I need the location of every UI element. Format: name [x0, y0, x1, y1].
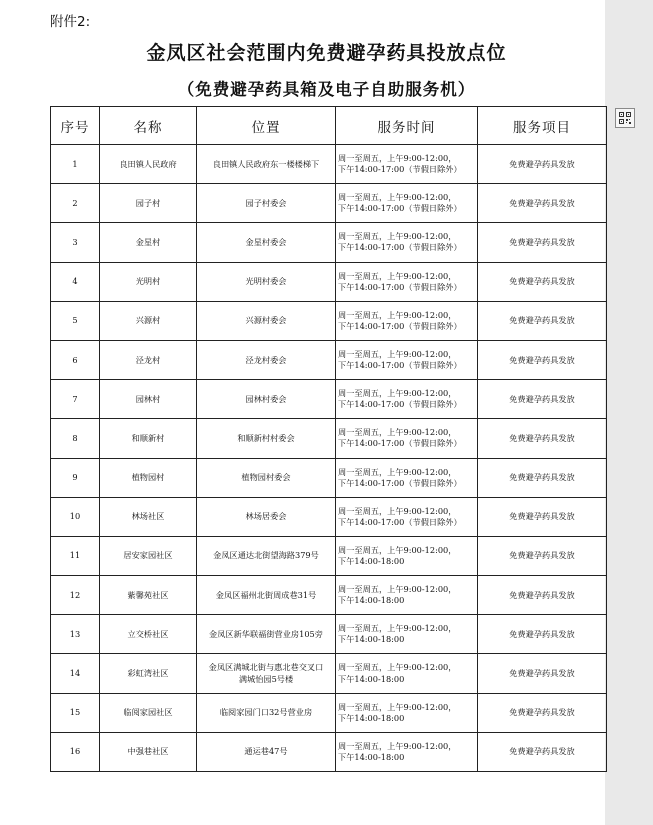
cell-location [197, 145, 336, 184]
location-line-1: 林场居委会 [245, 511, 287, 522]
cell-name: 泾龙村 [100, 340, 197, 379]
location-line-1: 金凤区新华联福街营业房105旁 [209, 628, 323, 639]
location-line-1: 光明村委会 [245, 276, 287, 287]
service-time-line-2: 下午14:00-18:00 [338, 595, 405, 606]
cell-service-item: 免费避孕药具发放 [478, 732, 607, 771]
attachment-label: 附件2: [50, 14, 91, 30]
table-row [51, 184, 607, 223]
cell-no: 13 [51, 615, 100, 654]
cell-no: 14 [51, 654, 100, 693]
cell-name: 居安家园社区 [100, 536, 197, 575]
table-row [51, 419, 607, 458]
table-row [51, 654, 607, 693]
service-time-line-2: 下午14:00-17:00（节假日除外） [338, 438, 462, 449]
cell-name: 光明村 [100, 262, 197, 301]
table-row [51, 340, 607, 379]
table-header-row [51, 107, 607, 145]
cell-no: 8 [51, 419, 100, 458]
cell-location [197, 732, 336, 771]
service-time-line-2: 下午14:00-18:00 [338, 712, 405, 723]
cell-service-time [336, 145, 478, 184]
cell-service-time [336, 419, 478, 458]
cell-service-item: 免费避孕药具发放 [478, 184, 607, 223]
cell-location [197, 615, 336, 654]
cell-service-item: 免费避孕药具发放 [478, 340, 607, 379]
cell-service-item: 免费避孕药具发放 [478, 301, 607, 340]
service-time-line-2: 下午14:00-17:00（节假日除外） [338, 242, 462, 253]
cell-service-item: 免费避孕药具发放 [478, 615, 607, 654]
cell-location [197, 380, 336, 419]
service-time-line-2: 下午14:00-17:00（节假日除外） [338, 164, 462, 175]
cell-service-time [336, 732, 478, 771]
cell-no: 12 [51, 576, 100, 615]
document-title: 金凤区社会范围内免费避孕药具投放点位 [146, 42, 507, 64]
cell-service-item: 免费避孕药具发放 [478, 223, 607, 262]
cell-service-time [336, 576, 478, 615]
table-row [51, 615, 607, 654]
cell-location [197, 497, 336, 536]
cell-name: 园林村 [100, 380, 197, 419]
cell-name: 园子村 [100, 184, 197, 223]
cell-name: 兴源村 [100, 301, 197, 340]
column-header-location: 位置 [197, 107, 336, 145]
cell-service-time [336, 536, 478, 575]
table-row [51, 693, 607, 732]
cell-no: 4 [51, 262, 100, 301]
cell-service-time [336, 184, 478, 223]
service-time-line-1: 周一至周五，上午9:00-12:00， [338, 231, 457, 242]
location-line-1: 兴源村委会 [245, 315, 287, 326]
cell-service-item: 免费避孕药具发放 [478, 262, 607, 301]
cell-service-item: 免费避孕药具发放 [478, 536, 607, 575]
service-time-line-1: 周一至周五，上午9:00-12:00， [338, 544, 457, 555]
service-time-line-2: 下午14:00-17:00（节假日除外） [338, 477, 462, 488]
cell-name: 良田镇人民政府 [100, 145, 197, 184]
cell-location [197, 340, 336, 379]
location-line-1: 泾龙村委会 [245, 354, 287, 365]
service-time-line-1: 周一至周五，上午9:00-12:00， [338, 505, 457, 516]
service-time-line-1: 周一至周五，上午9:00-12:00， [338, 740, 457, 751]
cell-service-time [336, 654, 478, 693]
location-line-1: 植物园村委会 [241, 472, 291, 483]
cell-service-time [336, 223, 478, 262]
cell-service-item: 免费避孕药具发放 [478, 654, 607, 693]
table-row [51, 732, 607, 771]
table-row [51, 458, 607, 497]
table-row [51, 301, 607, 340]
table-row [51, 380, 607, 419]
cell-name: 立交桥社区 [100, 615, 197, 654]
location-line-1: 和顺新村村委会 [237, 432, 295, 443]
service-time-line-1: 周一至周五，上午9:00-12:00， [338, 388, 457, 399]
service-time-line-2: 下午14:00-18:00 [338, 634, 405, 645]
cell-name: 和顺新村 [100, 419, 197, 458]
cell-location [197, 576, 336, 615]
cell-name: 金星村 [100, 223, 197, 262]
location-line-1: 金凤区满城北街与惠北巷交叉口 [208, 662, 324, 673]
cell-service-item: 免费避孕药具发放 [478, 380, 607, 419]
cell-name: 彩虹湾社区 [100, 654, 197, 693]
cell-service-time [336, 380, 478, 419]
cell-location [197, 536, 336, 575]
qr-code-icon [619, 112, 631, 124]
table-row [51, 262, 607, 301]
cell-location [197, 262, 336, 301]
location-line-1: 园子村委会 [245, 197, 287, 208]
cell-service-time [336, 615, 478, 654]
cell-service-item: 免费避孕药具发放 [478, 497, 607, 536]
location-line-1: 通运巷47号 [244, 746, 288, 757]
location-line-1: 金凤区通达北街望海路379号 [213, 550, 319, 561]
cell-no: 11 [51, 536, 100, 575]
service-time-line-1: 周一至周五，上午9:00-12:00， [338, 309, 457, 320]
location-line-1: 良田镇人民政府东一楼楼梯下 [212, 158, 320, 169]
table-row [51, 536, 607, 575]
service-time-line-1: 周一至周五，上午9:00-12:00， [338, 192, 457, 203]
service-time-line-2: 下午14:00-17:00（节假日除外） [338, 281, 462, 292]
cell-name: 中强巷社区 [100, 732, 197, 771]
cell-no: 7 [51, 380, 100, 419]
distribution-points-table [50, 106, 607, 772]
cell-no: 16 [51, 732, 100, 771]
cell-name: 林场社区 [100, 497, 197, 536]
location-line-1: 临阅家园门口32号营业房 [219, 707, 313, 718]
cell-service-item: 免费避孕药具发放 [478, 576, 607, 615]
location-line-1: 金星村委会 [245, 236, 287, 247]
column-header-no: 序号 [51, 107, 100, 145]
service-time-line-2: 下午14:00-17:00（节假日除外） [338, 320, 462, 331]
table-row [51, 576, 607, 615]
cell-no: 9 [51, 458, 100, 497]
location-line-2: 满城怡园5号楼 [238, 673, 294, 684]
column-header-name: 名称 [100, 107, 197, 145]
table-row [51, 223, 607, 262]
service-time-line-1: 周一至周五，上午9:00-12:00， [338, 270, 457, 281]
service-time-line-2: 下午14:00-17:00（节假日除外） [338, 203, 462, 214]
cell-service-item: 免费避孕药具发放 [478, 458, 607, 497]
service-time-line-1: 周一至周五，上午9:00-12:00， [338, 348, 457, 359]
table-row [51, 497, 607, 536]
service-time-line-2: 下午14:00-18:00 [338, 555, 405, 566]
cell-no: 1 [51, 145, 100, 184]
service-time-line-1: 周一至周五，上午9:00-12:00， [338, 623, 457, 634]
service-time-line-2: 下午14:00-17:00（节假日除外） [338, 399, 462, 410]
cell-no: 3 [51, 223, 100, 262]
service-time-line-1: 周一至周五，上午9:00-12:00， [338, 427, 457, 438]
cell-location [197, 693, 336, 732]
cell-service-item: 免费避孕药具发放 [478, 693, 607, 732]
cell-location [197, 419, 336, 458]
service-time-line-2: 下午14:00-17:00（节假日除外） [338, 516, 462, 527]
cell-no: 5 [51, 301, 100, 340]
cell-service-item: 免费避孕药具发放 [478, 145, 607, 184]
cell-service-time [336, 262, 478, 301]
service-time-line-2: 下午14:00-17:00（节假日除外） [338, 360, 462, 371]
location-line-1: 金凤区福州北街周成巷31号 [215, 589, 317, 600]
qr-code-button[interactable] [615, 108, 635, 128]
cell-no: 6 [51, 340, 100, 379]
cell-service-item: 免费避孕药具发放 [478, 419, 607, 458]
cell-location [197, 184, 336, 223]
service-time-line-2: 下午14:00-18:00 [338, 673, 405, 684]
cell-name: 临阅家园社区 [100, 693, 197, 732]
location-line-1: 园林村委会 [245, 393, 287, 404]
cell-location [197, 301, 336, 340]
cell-location [197, 223, 336, 262]
service-time-line-1: 周一至周五，上午9:00-12:00， [338, 584, 457, 595]
cell-service-time [336, 458, 478, 497]
cell-name: 紫馨苑社区 [100, 576, 197, 615]
cell-no: 15 [51, 693, 100, 732]
cell-service-time [336, 693, 478, 732]
service-time-line-1: 周一至周五，上午9:00-12:00， [338, 466, 457, 477]
column-header-service-item: 服务项目 [478, 107, 607, 145]
service-time-line-1: 周一至周五，上午9:00-12:00， [338, 662, 457, 673]
cell-service-time [336, 497, 478, 536]
column-header-service-time: 服务时间 [336, 107, 478, 145]
cell-name: 植物园村 [100, 458, 197, 497]
service-time-line-1: 周一至周五，上午9:00-12:00， [338, 153, 457, 164]
table-row [51, 145, 607, 184]
cell-no: 10 [51, 497, 100, 536]
cell-location [197, 654, 336, 693]
document-subtitle: （免费避孕药具箱及电子自助服务机） [177, 80, 476, 99]
cell-service-time [336, 301, 478, 340]
cell-location [197, 458, 336, 497]
service-time-line-1: 周一至周五，上午9:00-12:00， [338, 701, 457, 712]
service-time-line-2: 下午14:00-18:00 [338, 751, 405, 762]
cell-no: 2 [51, 184, 100, 223]
cell-service-time [336, 340, 478, 379]
